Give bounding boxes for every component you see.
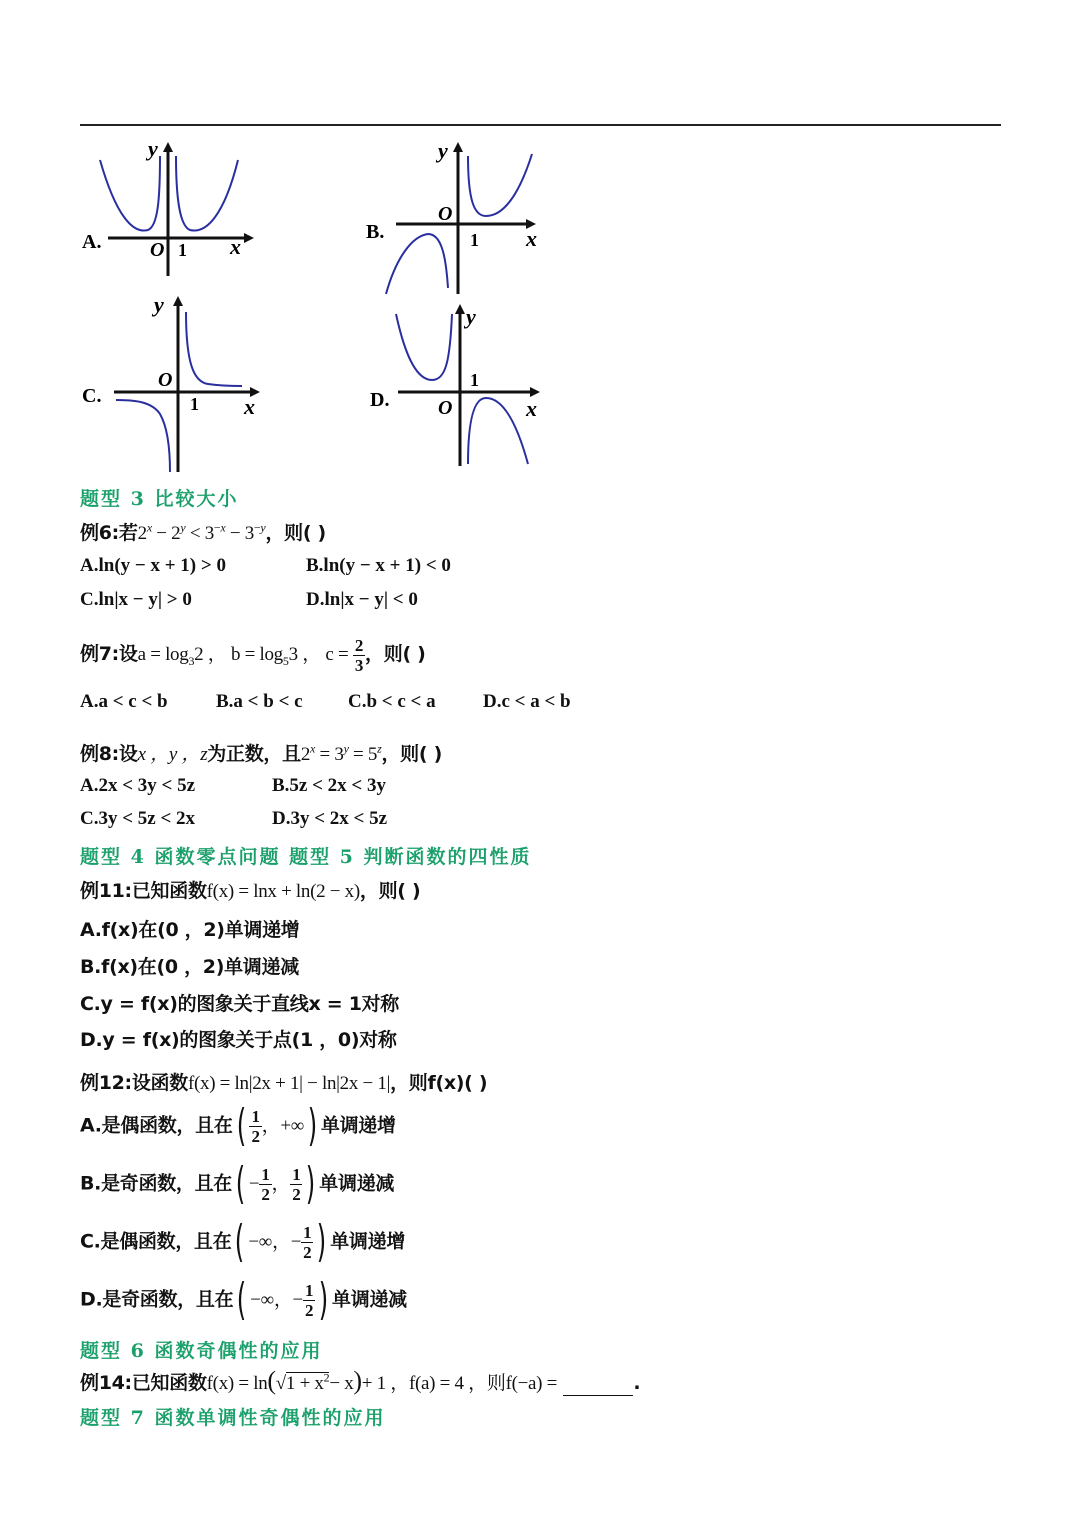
example-7-option-c[interactable]: C.b < c < a xyxy=(348,691,436,712)
answer-blank[interactable] xyxy=(563,1379,633,1396)
example-8-mid: 为正数，且 xyxy=(207,743,301,765)
heading-type-6: 题型 6 函数奇偶性的应用 xyxy=(80,1340,323,1362)
example-11-question xyxy=(80,876,420,903)
graph-a xyxy=(78,138,268,278)
graph-b-x: x xyxy=(526,226,537,251)
graph-d-x: x xyxy=(526,396,537,421)
graph-d xyxy=(366,300,556,468)
graph-b xyxy=(362,138,552,298)
example-11-option-c[interactable]: C.y = f(x)的图象关于直线x = 1对称 xyxy=(80,993,400,1015)
graph-b-one: 1 xyxy=(470,230,479,250)
graph-d-y: y xyxy=(466,304,476,329)
example-7-c-fraction: $\frac{2}{3}$ xyxy=(354,636,364,675)
graph-a-label: A. xyxy=(82,231,102,253)
example-12-option-d[interactable]: D.是奇函数，且在( −∞，− $\frac{1}{2}$ ) 单调递减 xyxy=(80,1274,407,1325)
example-8-tail: ，则( ) xyxy=(381,743,442,765)
graph-c-label: C. xyxy=(82,385,102,407)
example-6-question xyxy=(80,518,326,545)
heading-type-7: 题型 7 函数单调性奇偶性的应用 xyxy=(80,1407,386,1429)
example-6-tail: ，则( ) xyxy=(265,522,326,544)
graph-b-origin: O xyxy=(438,203,453,225)
graph-c-one: 1 xyxy=(190,394,199,414)
example-6-label: 例6:若 xyxy=(80,522,138,544)
example-14-question: 例14:已知函数$f(x) = \ln(√1 + x^2- x)+ 1$ ，f(a) = 4 ，则f(−a) = . xyxy=(80,1366,641,1395)
heading-type-3: 题型 3 比较大小 xyxy=(80,488,239,510)
example-7-question: 例7:设$a = \log_32$ ， $b = \log_53$ ， c = $\frac{2}{3}$ ，则( ) xyxy=(80,636,426,675)
example-7-option-d[interactable]: D.c < a < b xyxy=(483,691,571,712)
graph-a-origin: O xyxy=(150,239,165,261)
graph-d-label: D. xyxy=(370,389,390,411)
example-8-equation: $2^x = 3^y = 5^z$ xyxy=(300,741,382,765)
example-12-function: f(x) = ln|2x + 1| − ln|2x − 1| xyxy=(187,1073,391,1094)
example-6-option-c[interactable]: C.ln|x − y| > 0 xyxy=(80,589,192,610)
example-11-option-a[interactable]: A.f(x)在(0 ，2)单调递增 xyxy=(80,919,300,941)
graph-c-x: x xyxy=(244,394,255,419)
example-7-tail: ，则( ) xyxy=(365,642,426,665)
heading-type-4-5: 题型 4 函数零点问题 题型 5 判断函数的四性质 xyxy=(80,846,532,868)
example-12-option-c[interactable]: C.是偶函数，且在( −∞，− $\frac{1}{2}$ ) 单调递增 xyxy=(80,1216,406,1267)
example-7-a: a = log xyxy=(137,643,189,665)
example-8-vars: x ，y ，z xyxy=(137,744,208,765)
example-14-sqrt-body: 1 + x xyxy=(285,1373,324,1394)
example-7-b-base: 5 xyxy=(282,653,289,668)
example-8-option-a[interactable]: A.2x < 3y < 5z xyxy=(80,775,196,796)
example-6-inequality: $2^x - 2^y < 3^{-x} - 3^{-y}$ xyxy=(137,520,266,544)
example-14-function-mid: − x xyxy=(329,1373,354,1394)
example-14-function-pre: f(x) = ln xyxy=(206,1373,268,1394)
sqrt-sign: √ xyxy=(275,1373,286,1394)
example-12-question xyxy=(80,1068,487,1095)
example-6-option-d[interactable]: D.ln|x − y| < 0 xyxy=(306,589,418,610)
example-8-option-b[interactable]: B.5z < 2x < 3y xyxy=(272,775,387,796)
example-11-option-d[interactable]: D.y = f(x)的图象关于点(1 ，0)对称 xyxy=(80,1029,397,1051)
example-6-option-a[interactable]: A.ln(y − x + 1) > 0 xyxy=(80,555,226,576)
graph-a-x: x xyxy=(230,234,241,259)
example-8-question xyxy=(80,739,442,766)
example-12-tail: ，则f(x)( ) xyxy=(390,1072,488,1094)
example-12-option-b[interactable]: B.是奇函数，且在( − $\frac{1}{2}$ ， $\frac{1}{2}$ ) 单调递减 xyxy=(80,1158,395,1209)
example-7-b: b = log xyxy=(230,643,283,665)
example-11-option-b[interactable]: B.f(x)在(0 ，2)单调递减 xyxy=(80,956,299,978)
example-14-end: . xyxy=(633,1372,641,1394)
example-8-label: 例8:设 xyxy=(80,743,138,765)
graph-c-y: y xyxy=(154,292,164,317)
graph-c xyxy=(78,290,278,475)
example-7-option-b[interactable]: B.a < b < c xyxy=(216,691,303,712)
example-7-a-arg: 2 xyxy=(194,643,204,665)
example-7-c: c = xyxy=(325,643,349,665)
example-11-function: f(x) = lnx + ln(2 − x) xyxy=(206,881,360,902)
header-rule xyxy=(80,124,1001,126)
graph-d-one: 1 xyxy=(470,370,479,390)
example-7-label: 例7:设 xyxy=(80,642,138,665)
example-7-b-arg: 3 xyxy=(288,643,298,665)
graph-d-origin: O xyxy=(438,397,453,419)
example-14-function-post: + 1 ，f(a) = 4 ，则f(−a) = xyxy=(361,1373,558,1394)
graph-b-label: B. xyxy=(366,221,385,243)
example-12-label: 例12:设函数 xyxy=(80,1072,188,1094)
example-8-option-d[interactable]: D.3y < 2x < 5z xyxy=(272,808,388,829)
example-11-tail: ，则( ) xyxy=(359,880,421,902)
graph-b-y: y xyxy=(438,138,448,163)
example-11-label: 例11:已知函数 xyxy=(80,880,207,902)
example-14-label: 例14:已知函数 xyxy=(80,1372,207,1394)
example-8-option-c[interactable]: C.3y < 5z < 2x xyxy=(80,808,196,829)
graph-a-y: y xyxy=(148,138,158,161)
graph-c-origin: O xyxy=(158,369,173,391)
example-7-option-a[interactable]: A.a < c < b xyxy=(80,691,168,712)
example-12-option-a[interactable]: A.是偶函数，且在( $\frac{1}{2}$ ，+∞) 单调递增 xyxy=(80,1100,396,1151)
example-6-option-b[interactable]: B.ln(y − x + 1) < 0 xyxy=(306,555,451,576)
example-7-a-base: 3 xyxy=(188,653,195,668)
graph-a-one: 1 xyxy=(178,240,187,260)
